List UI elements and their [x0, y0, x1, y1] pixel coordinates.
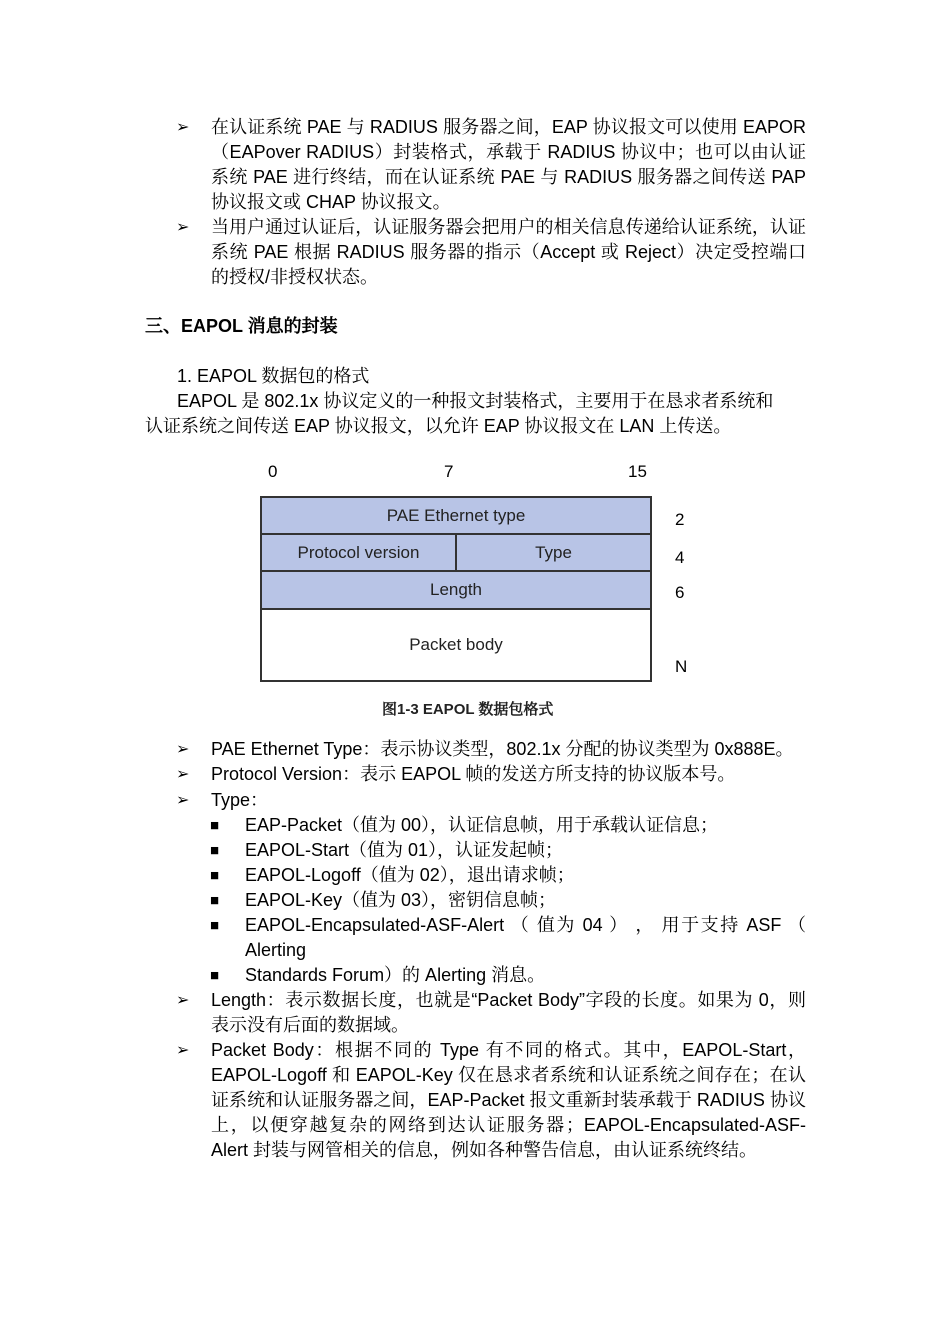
type-value-text: EAPOL-Logoff（值为 02），退出请求帧； — [245, 865, 575, 885]
bullet-type — [176, 788, 806, 813]
arrow-bullet-icon: ➢ — [176, 741, 190, 758]
byte-offset-6: 6 — [675, 583, 685, 602]
bit-label-15: 15 — [628, 462, 647, 481]
field-packet-body: Packet body — [260, 608, 652, 682]
arrow-bullet-icon: ➢ — [176, 792, 190, 809]
arrow-bullet-icon: ➢ — [176, 1042, 190, 1059]
type-value-text: Standards Forum）的 Alerting 消息。 — [245, 965, 546, 985]
bullet-text: Length：表示数据长度，也就是“Packet Body”字段的长度。如果为 0，则表示没有后面的数据域。 — [211, 990, 806, 1035]
type-value-eapol-logoff — [210, 863, 806, 888]
square-bullet-icon: ■ — [210, 817, 220, 834]
type-value-eap-packet — [210, 813, 806, 838]
eapol-packet-format-diagram — [255, 458, 705, 720]
square-bullet-icon: ■ — [210, 892, 220, 909]
figure-caption: 图1-3 EAPOL 数据包格式 — [382, 701, 554, 718]
bullet-length — [176, 988, 806, 1038]
type-value-text: EAPOL-Start（值为 01），认证发起帧； — [245, 840, 564, 860]
bullet-text: 在认证系统 PAE 与 RADIUS 服务器之间，EAP 协议报文可以使用 EAPOR（EAPover RADIUS）封装格式，承载于 RADIUS 协议中；也可以由认证系统 PAE 进行终结，而在认证系统 PAE 与 RADIUS 服务器之间传送 PAP 协议报文或 CHAP 协议报文。 — [211, 117, 806, 212]
bullet-pae-ethernet-type — [176, 737, 806, 762]
type-value-eapol-start — [210, 838, 806, 863]
bullet-text: Type： — [211, 790, 269, 810]
type-value-text: EAPOL-Key（值为 03），密钥信息帧； — [245, 890, 557, 910]
field-length: Length — [260, 570, 652, 610]
paragraph-line-2: 认证系统之间传送 EAP 协议报文，以允许 EAP 协议报文在 LAN 上传送。 — [145, 416, 732, 436]
bullet-text: PAE Ethernet Type：表示协议类型，802.1x 分配的协议类型为 0x888E。 — [211, 739, 794, 759]
field-type: Type — [455, 533, 652, 572]
field-pae-ethernet-type: PAE Ethernet type — [260, 496, 652, 535]
subsection-title: 1. EAPOL 数据包的格式 — [177, 366, 370, 386]
field-protocol-version: Protocol version — [260, 533, 457, 572]
bullet-protocol-version — [176, 762, 806, 787]
type-value-standards-forum — [210, 963, 806, 988]
type-value-eapol-asf-alert — [210, 913, 806, 963]
byte-offset-2: 2 — [675, 510, 685, 529]
square-bullet-icon: ■ — [210, 967, 220, 984]
arrow-bullet-icon: ➢ — [176, 766, 190, 783]
type-value-eapol-key — [210, 888, 806, 913]
arrow-bullet-icon: ➢ — [176, 992, 190, 1009]
paragraph-line-1: EAPOL 是 802.1x 协议定义的一种报文封装格式，主要用于在恳求者系统和 — [177, 391, 774, 411]
square-bullet-icon: ■ — [210, 867, 220, 884]
square-bullet-icon: ■ — [210, 917, 220, 934]
bit-label-7: 7 — [444, 462, 454, 481]
intro-bullet-authorization — [176, 215, 806, 290]
bit-label-0: 0 — [268, 462, 278, 481]
type-value-text: EAP-Packet（值为 00），认证信息帧，用于承载认证信息； — [245, 815, 719, 835]
bullet-text: Protocol Version：表示 EAPOL 帧的发送方所支持的协议版本号。 — [211, 764, 736, 784]
bullet-packet-body — [176, 1038, 806, 1163]
arrow-bullet-icon: ➢ — [176, 119, 190, 136]
byte-offset-n: N — [675, 657, 688, 676]
intro-bullet-eapor — [176, 115, 806, 215]
arrow-bullet-icon: ➢ — [176, 219, 190, 236]
section-heading: 三、EAPOL 消息的封装 — [145, 316, 338, 336]
type-value-text: EAPOL-Encapsulated-ASF-Alert （ 值为 04 ） ， 用于支持 ASF （ Alerting — [245, 915, 806, 960]
bullet-text: 当用户通过认证后，认证服务器会把用户的相关信息传递给认证系统，认证系统 PAE 根据 RADIUS 服务器的指示（Accept 或 Reject）决定受控端口的授权/非授权状态。 — [211, 217, 806, 287]
byte-offset-4: 4 — [675, 548, 685, 567]
bullet-text: Packet Body：根据不同的 Type 有不同的格式。其中，EAPOL-Start，EAPOL-Logoff 和 EAPOL-Key 仅在恳求者系统和认证系统之间存在；在认证系统和认证服务器之间，EAP-Packet 报文重新封装承载于 RADIUS 协议上，以便穿越复杂的网络到达认证服务器；EAPOL-Encapsulated-ASF-Alert 封装与网管相关的信息，例如各种警告信息，由认证系统终结。 — [211, 1040, 806, 1160]
square-bullet-icon: ■ — [210, 842, 220, 859]
